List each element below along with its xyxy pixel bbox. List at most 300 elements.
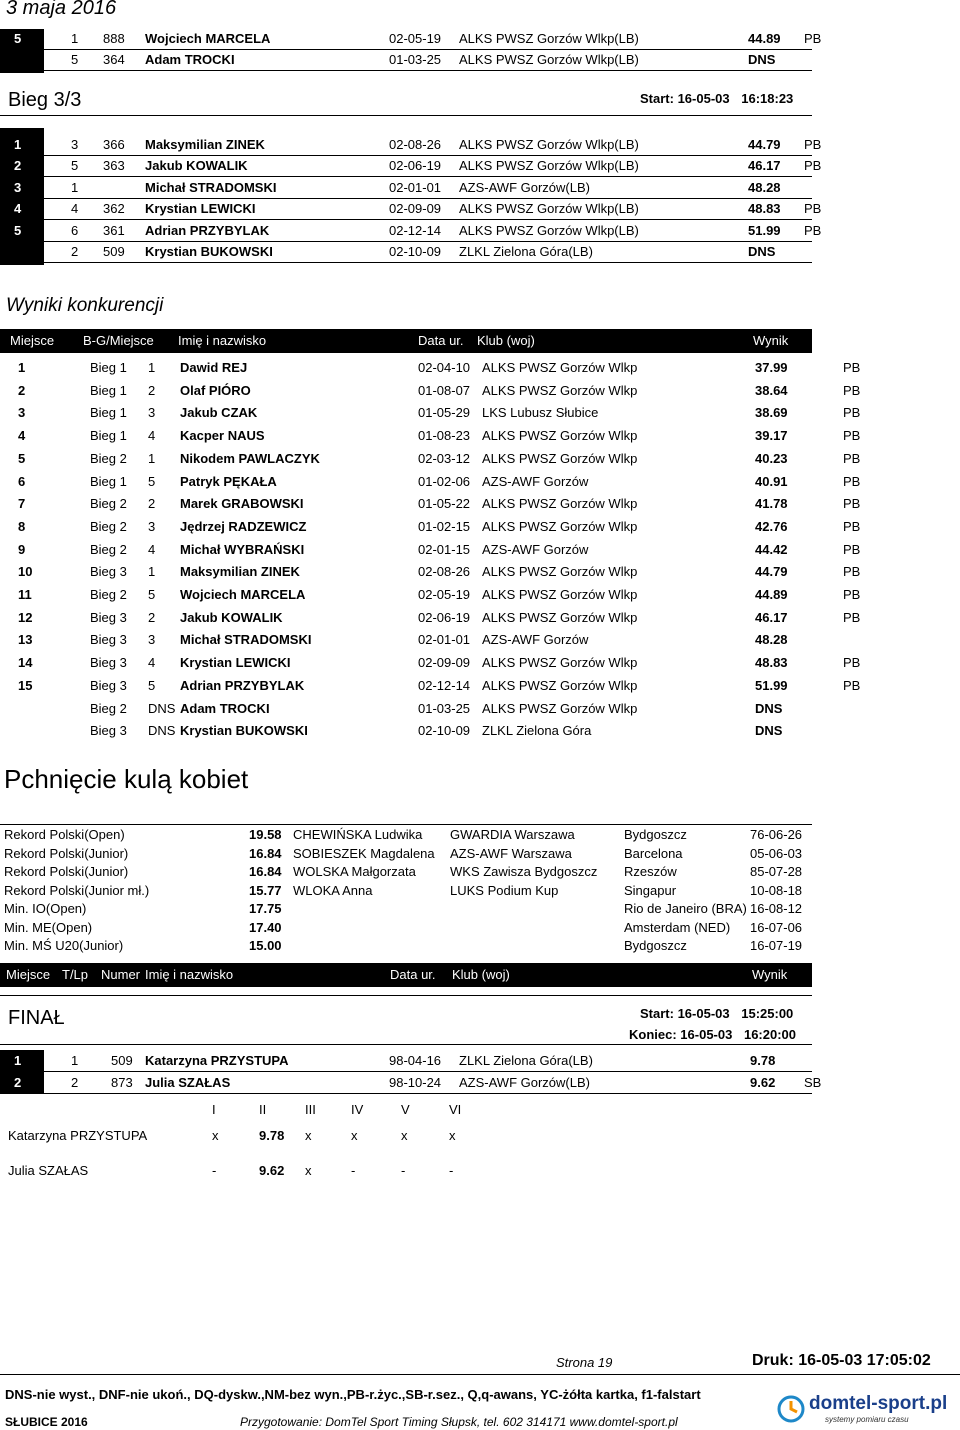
record-label: Rekord Polski(Junior)	[4, 864, 129, 879]
record-holder: WLOKA Anna	[293, 882, 373, 898]
attempt-value: 9.62	[259, 1163, 285, 1178]
final-start-time: 15:25:00	[741, 1006, 794, 1021]
birth-date: 01-05-22	[418, 496, 471, 512]
result: 9.62	[750, 1075, 776, 1090]
result: 38.69	[755, 405, 788, 421]
final-end-label: Koniec:	[629, 1027, 677, 1042]
konkurencja-title: Wyniki konkurencji	[6, 295, 164, 316]
birth-date: 02-01-01	[389, 179, 442, 195]
result: 37.99	[755, 360, 788, 375]
heat-place: 2	[148, 609, 156, 625]
result: 42.76	[755, 518, 788, 534]
table-row	[0, 698, 960, 720]
lane: 2	[71, 1075, 79, 1090]
position: 13	[18, 632, 33, 648]
domtel-logo	[777, 1391, 955, 1425]
logo-text: domtel-sport.pl	[809, 1393, 948, 1414]
heat: Bieg 1	[90, 428, 127, 444]
result: 44.42	[755, 541, 788, 557]
club: LKS Lubusz Słubice	[482, 405, 599, 421]
table-row	[0, 1050, 960, 1072]
result: 48.28	[755, 632, 788, 648]
result: 40.91	[755, 473, 788, 489]
lane: 6	[71, 222, 79, 238]
heat: Bieg 3	[90, 564, 127, 580]
heat-place: 2	[148, 382, 156, 398]
record-value: 19.58	[249, 827, 282, 842]
athlete-name: Michał WYBRAŃSKI	[180, 541, 305, 557]
birth-date: 01-08-07	[418, 382, 471, 398]
result: 46.17	[755, 609, 788, 625]
header-miejsce: Miejsce	[6, 967, 51, 982]
table-row	[0, 675, 960, 697]
record-holder: SOBIESZEK Magdalena	[293, 845, 435, 861]
heat: Bieg 3	[90, 677, 127, 693]
record-note: PB	[804, 222, 822, 238]
heat-place: DNS	[148, 723, 176, 739]
position: 7	[18, 496, 26, 512]
heat: Bieg 3	[90, 609, 127, 625]
bib-number: 509	[103, 244, 125, 259]
record-note: PB	[843, 450, 861, 466]
record-row	[0, 882, 960, 900]
record-club: LUKS Podium Kup	[450, 882, 559, 898]
table-row	[0, 471, 960, 493]
athlete-name: Adam TROCKI	[145, 52, 235, 67]
club: AZS-AWF Gorzów(LB)	[459, 179, 590, 195]
birth-date: 02-01-01	[418, 632, 471, 648]
table-row	[0, 561, 960, 583]
record-date: 05-06-03	[750, 845, 803, 861]
heat: Bieg 1	[90, 360, 127, 375]
clock-logo-icon	[777, 1395, 805, 1423]
attempt-value: x	[305, 1163, 312, 1178]
athlete-name: Julia SZAŁAS	[8, 1163, 89, 1178]
record-label: Rekord Polski(Junior mł.)	[4, 882, 150, 898]
club: ALKS PWSZ Gorzów Wlkp(LB)	[459, 158, 639, 174]
result: 51.99	[755, 677, 788, 693]
athlete-name: Jakub CZAK	[180, 405, 258, 421]
birth-date: 01-05-29	[418, 405, 471, 421]
print-timestamp: Druk: 16-05-03 17:05:02	[752, 1352, 931, 1369]
birth-date: 02-06-19	[418, 609, 471, 625]
heat3-start-time: 16:18:23	[741, 91, 794, 106]
bib-number: 363	[103, 158, 125, 174]
result: DNS	[748, 52, 776, 67]
result: 44.89	[755, 587, 788, 602]
bib-number: 362	[103, 201, 125, 217]
attempt-value: x	[401, 1128, 408, 1143]
result: 44.79	[755, 564, 788, 580]
record-note: PB	[843, 677, 861, 693]
club: ZLKL Zielona Góra(LB)	[459, 244, 593, 259]
attempt-row	[0, 1125, 960, 1147]
header-imie: Imię i nazwisko	[178, 333, 267, 348]
record-value: 16.84	[249, 864, 282, 879]
record-club: WKS Zawisza Bydgoszcz	[450, 864, 598, 879]
table-row	[0, 607, 960, 629]
record-date: 10-08-18	[750, 882, 803, 898]
table-row	[0, 1072, 960, 1094]
header-miejsce: Miejsce	[10, 333, 55, 348]
result: 38.64	[755, 382, 788, 398]
attempts-header-row	[0, 1099, 960, 1121]
table-row	[0, 49, 960, 71]
result: 39.17	[755, 428, 788, 444]
heat3-start-date: 16-05-03	[677, 91, 730, 106]
table-row	[0, 539, 960, 561]
birth-date: 02-12-14	[389, 222, 442, 238]
birth-date: 02-12-14	[418, 677, 471, 693]
attempt-value: x	[305, 1128, 312, 1143]
birth-date: 02-08-26	[389, 137, 442, 152]
club: ALKS PWSZ Gorzów Wlkp	[482, 518, 638, 534]
heat: Bieg 3	[90, 632, 127, 648]
lane: 5	[71, 158, 79, 174]
record-note: PB	[843, 428, 861, 444]
result: 41.78	[755, 496, 788, 512]
position: 2	[14, 158, 22, 174]
athlete-name: Katarzyna PRZYSTUPA	[8, 1128, 148, 1143]
table-row	[0, 448, 960, 470]
table-row	[0, 493, 960, 515]
club: ALKS PWSZ Gorzów Wlkp	[482, 587, 638, 602]
attempt-header: II	[259, 1102, 267, 1117]
record-note: PB	[843, 655, 861, 671]
position: 5	[18, 450, 26, 466]
record-value: 17.40	[249, 919, 282, 935]
club: ALKS PWSZ Gorzów Wlkp	[482, 496, 638, 512]
birth-date: 02-03-12	[418, 450, 471, 466]
table-row	[0, 28, 960, 50]
position: 10	[18, 564, 33, 580]
record-note: PB	[843, 405, 861, 421]
logo-subtext: systemy pomiaru czasu	[825, 1415, 909, 1424]
heat-place: 5	[148, 587, 156, 602]
athlete-name: Krystian LEWICKI	[180, 655, 291, 671]
athlete-name: Jędrzej RADZEWICZ	[180, 518, 307, 534]
final-header-bar	[0, 963, 812, 987]
record-label: Rekord Polski(Junior)	[4, 845, 129, 861]
heat-place: 4	[148, 655, 156, 671]
footer-prepared: Przygotowanie: DomTel Sport Timing Słupsk, tel. 602 314171 www.domtel-sport.pl	[240, 1415, 678, 1429]
position: 11	[18, 587, 32, 602]
final-divider	[0, 1044, 812, 1045]
club: ALKS PWSZ Gorzów Wlkp(LB)	[459, 201, 639, 217]
attempt-header: I	[212, 1102, 216, 1117]
result: 48.28	[748, 179, 781, 195]
athlete-name: Krystian BUKOWSKI	[145, 244, 273, 259]
club: ALKS PWSZ Gorzów Wlkp	[482, 677, 638, 693]
record-date: 16-07-06	[750, 919, 803, 935]
athlete-name: Adrian PRZYBYLAK	[180, 677, 305, 693]
footer-city: SŁUBICE 2016	[5, 1415, 88, 1429]
record-value: 15.77	[249, 882, 282, 898]
table-row	[0, 177, 960, 199]
position: 5	[14, 31, 22, 46]
record-date: 76-06-26	[750, 827, 803, 842]
header-klub: Klub (woj)	[477, 333, 535, 348]
heat: Bieg 1	[90, 382, 127, 398]
record-label: Rekord Polski(Open)	[4, 827, 125, 842]
header-bg-miejsce: B-G/Miejsce	[83, 333, 154, 348]
result: 44.89	[748, 31, 781, 46]
header-data-ur: Data ur.	[390, 967, 436, 982]
birth-date: 01-02-06	[418, 473, 471, 489]
attempt-value: -	[351, 1163, 356, 1178]
birth-date: 02-06-19	[389, 158, 442, 174]
konkurencja-header-bar	[0, 329, 812, 353]
record-place: Singapur	[624, 882, 677, 898]
heat3-title: Bieg 3/3	[8, 89, 82, 111]
record-note: PB	[843, 473, 861, 489]
heat: Bieg 3	[90, 723, 127, 739]
club: AZS-AWF Gorzów(LB)	[459, 1075, 590, 1090]
birth-date: 02-05-19	[418, 587, 471, 602]
record-row	[0, 919, 960, 937]
heat-place: 3	[148, 632, 156, 648]
position: 5	[14, 222, 22, 238]
lane: 4	[71, 201, 79, 217]
final-title: FINAŁ	[8, 1007, 65, 1029]
attempt-value: x	[212, 1128, 219, 1143]
birth-date: 01-08-23	[418, 428, 471, 444]
heat3-divider	[0, 115, 812, 116]
attempt-header: V	[401, 1102, 410, 1117]
lane: 1	[71, 179, 79, 195]
position: 9	[18, 541, 26, 557]
result: 48.83	[755, 655, 788, 671]
club: ALKS PWSZ Gorzów Wlkp(LB)	[459, 52, 639, 67]
athlete-name: Krystian BUKOWSKI	[180, 723, 308, 739]
header-wynik: Wynik	[753, 333, 789, 348]
record-note: PB	[804, 201, 822, 217]
heat: Bieg 2	[90, 496, 127, 512]
record-date: 85-07-28	[750, 864, 803, 879]
club: ALKS PWSZ Gorzów Wlkp	[482, 382, 638, 398]
page-date: 3 maja 2016	[6, 0, 117, 19]
bib-number: 364	[103, 52, 125, 67]
row-separator	[44, 1093, 812, 1094]
table-row	[0, 134, 960, 156]
position: 1	[14, 137, 22, 152]
position: 3	[14, 179, 22, 195]
record-value: 17.75	[249, 901, 282, 916]
position: 15	[18, 677, 33, 693]
position: 4	[18, 428, 26, 444]
heat-place: 1	[148, 450, 156, 466]
club: ALKS PWSZ Gorzów Wlkp	[482, 428, 638, 444]
header-imie: Imię i nazwisko	[145, 967, 234, 982]
athlete-name: Olaf PIÓRO	[180, 382, 251, 398]
bib-number: 366	[103, 137, 125, 152]
record-date: 16-07-19	[750, 938, 803, 953]
record-note: PB	[804, 158, 822, 174]
birth-date: 98-10-24	[389, 1075, 442, 1090]
attempt-value: -	[212, 1163, 217, 1178]
heat-place: DNS	[148, 700, 176, 716]
heat: Bieg 1	[90, 405, 127, 421]
event-title: Pchnięcie kulą kobiet	[4, 764, 249, 794]
record-club: GWARDIA Warszawa	[450, 827, 575, 842]
attempt-value: x	[351, 1128, 358, 1143]
club: ALKS PWSZ Gorzów Wlkp	[482, 450, 638, 466]
club: ALKS PWSZ Gorzów Wlkp(LB)	[459, 222, 639, 238]
record-note: SB	[804, 1075, 822, 1090]
heat3-start-label: Start:	[640, 91, 674, 106]
header-wynik: Wynik	[752, 967, 788, 982]
row-separator	[44, 70, 812, 71]
record-label: Min. ME(Open)	[4, 919, 93, 935]
heat-place: 5	[148, 473, 156, 489]
record-holder: CHEWIŃSKA Ludwika	[293, 827, 423, 842]
athlete-name: Maksymilian ZINEK	[145, 137, 265, 152]
attempt-value: -	[449, 1163, 454, 1178]
row-separator	[44, 262, 812, 263]
result: 48.83	[748, 201, 781, 217]
club: AZS-AWF Gorzów	[482, 632, 589, 648]
club: ALKS PWSZ Gorzów Wlkp	[482, 700, 638, 716]
record-value: 16.84	[249, 845, 282, 861]
table-row	[0, 425, 960, 447]
table-row	[0, 652, 960, 674]
birth-date: 02-08-26	[418, 564, 471, 580]
table-row	[0, 155, 960, 177]
record-row	[0, 937, 960, 955]
lane: 2	[71, 244, 79, 259]
result: 9.78	[750, 1053, 776, 1068]
record-note: PB	[804, 137, 822, 152]
athlete-name: Nikodem PAWLACZYK	[180, 450, 320, 466]
position: 8	[18, 518, 26, 534]
heat: Bieg 2	[90, 587, 127, 602]
record-note: PB	[843, 564, 861, 580]
result: 40.23	[755, 450, 788, 466]
birth-date: 02-01-15	[418, 541, 471, 557]
bib-number: 873	[111, 1075, 133, 1090]
heat-place: 5	[148, 677, 156, 693]
table-row	[0, 220, 960, 242]
result: DNS	[748, 244, 776, 259]
athlete-name: Katarzyna PRZYSTUPA	[145, 1053, 289, 1068]
table-row	[0, 584, 960, 606]
record-date: 16-08-12	[750, 901, 803, 916]
position: 6	[18, 473, 26, 489]
club: ALKS PWSZ Gorzów Wlkp	[482, 564, 638, 580]
birth-date: 02-10-09	[389, 244, 442, 259]
record-note: PB	[843, 360, 861, 375]
birth-date: 98-04-16	[389, 1053, 442, 1068]
athlete-name: Jakub KOWALIK	[180, 609, 283, 625]
position: 2	[18, 382, 26, 398]
birth-date: 02-09-09	[389, 201, 442, 217]
record-place: Amsterdam (NED)	[624, 919, 731, 935]
heat: Bieg 2	[90, 541, 127, 557]
birth-date: 02-09-09	[418, 655, 471, 671]
bib-number: 361	[103, 222, 125, 238]
athlete-name: Adam TROCKI	[180, 700, 270, 716]
final-start	[640, 1006, 793, 1021]
header-numer: Numer	[101, 967, 141, 982]
position: 1	[14, 1053, 22, 1068]
heat-place: 1	[148, 564, 156, 580]
final-header-underline	[0, 995, 812, 996]
record-note: PB	[843, 518, 861, 534]
position: 12	[18, 609, 33, 625]
record-label: Min. MŚ U20(Junior)	[4, 938, 124, 953]
attempt-header: III	[305, 1102, 316, 1117]
final-start-date: 16-05-03	[677, 1006, 730, 1021]
lane: 3	[71, 137, 79, 152]
final-end-time: 16:20:00	[743, 1027, 797, 1042]
birth-date: 02-04-10	[418, 360, 471, 375]
final-end-date: 16-05-03	[680, 1027, 733, 1042]
record-row	[0, 900, 960, 918]
table-row	[0, 516, 960, 538]
club: ZLKL Zielona Góra	[482, 723, 592, 739]
final-end	[629, 1027, 796, 1042]
table-row	[0, 380, 960, 402]
record-place: Barcelona	[624, 845, 683, 861]
attempt-header: IV	[351, 1102, 364, 1117]
heat: Bieg 2	[90, 518, 127, 534]
record-value: 15.00	[249, 938, 282, 953]
footer-legend: DNS-nie wyst., DNF-nie ukoń., DQ-dyskw.,NM-bez wyn.,PB-r.życ.,SB-r.sez., Q,q-awans, YC-żółta kartka, f1-falstart	[5, 1387, 701, 1402]
birth-date: 02-05-19	[389, 31, 442, 46]
athlete-name: Wojciech MARCELA	[145, 31, 271, 46]
record-place: Bydgoszcz	[624, 827, 687, 842]
heat-place: 4	[148, 541, 156, 557]
athlete-name: Marek GRABOWSKI	[180, 496, 304, 512]
result: 46.17	[748, 158, 781, 174]
club: ALKS PWSZ Gorzów Wlkp	[482, 609, 638, 625]
heat-place: 3	[148, 405, 156, 421]
heat-place: 3	[148, 518, 156, 534]
athlete-name: Michał STRADOMSKI	[180, 632, 312, 648]
athlete-name: Wojciech MARCELA	[180, 587, 306, 602]
position: 3	[18, 405, 26, 421]
birth-date: 01-03-25	[418, 700, 471, 716]
bib-number: 509	[111, 1053, 133, 1068]
heat3-start	[640, 91, 793, 106]
record-place: Rio de Janeiro (BRA)	[624, 901, 747, 916]
club: ALKS PWSZ Gorzów Wlkp	[482, 655, 638, 671]
record-note: PB	[843, 382, 861, 398]
club: ZLKL Zielona Góra(LB)	[459, 1053, 593, 1068]
position: 1	[18, 360, 26, 375]
record-place: Bydgoszcz	[624, 938, 687, 953]
position: 2	[14, 1075, 22, 1090]
table-row	[0, 720, 960, 742]
bib-number: 888	[103, 31, 125, 46]
record-club: AZS-AWF Warszawa	[450, 845, 572, 861]
record-note: PB	[843, 609, 861, 625]
athlete-name: Jakub KOWALIK	[145, 158, 248, 174]
attempt-value: 9.78	[259, 1128, 285, 1143]
lane: 5	[71, 52, 79, 67]
record-note: PB	[804, 31, 822, 46]
table-row	[0, 629, 960, 651]
record-row	[0, 863, 960, 881]
records-top-line	[0, 824, 812, 825]
record-row	[0, 826, 960, 844]
heat: Bieg 3	[90, 655, 127, 671]
table-row	[0, 402, 960, 424]
position: 14	[18, 655, 33, 671]
result: DNS	[755, 723, 783, 739]
record-row	[0, 845, 960, 863]
record-place: Rzeszów	[624, 864, 677, 879]
